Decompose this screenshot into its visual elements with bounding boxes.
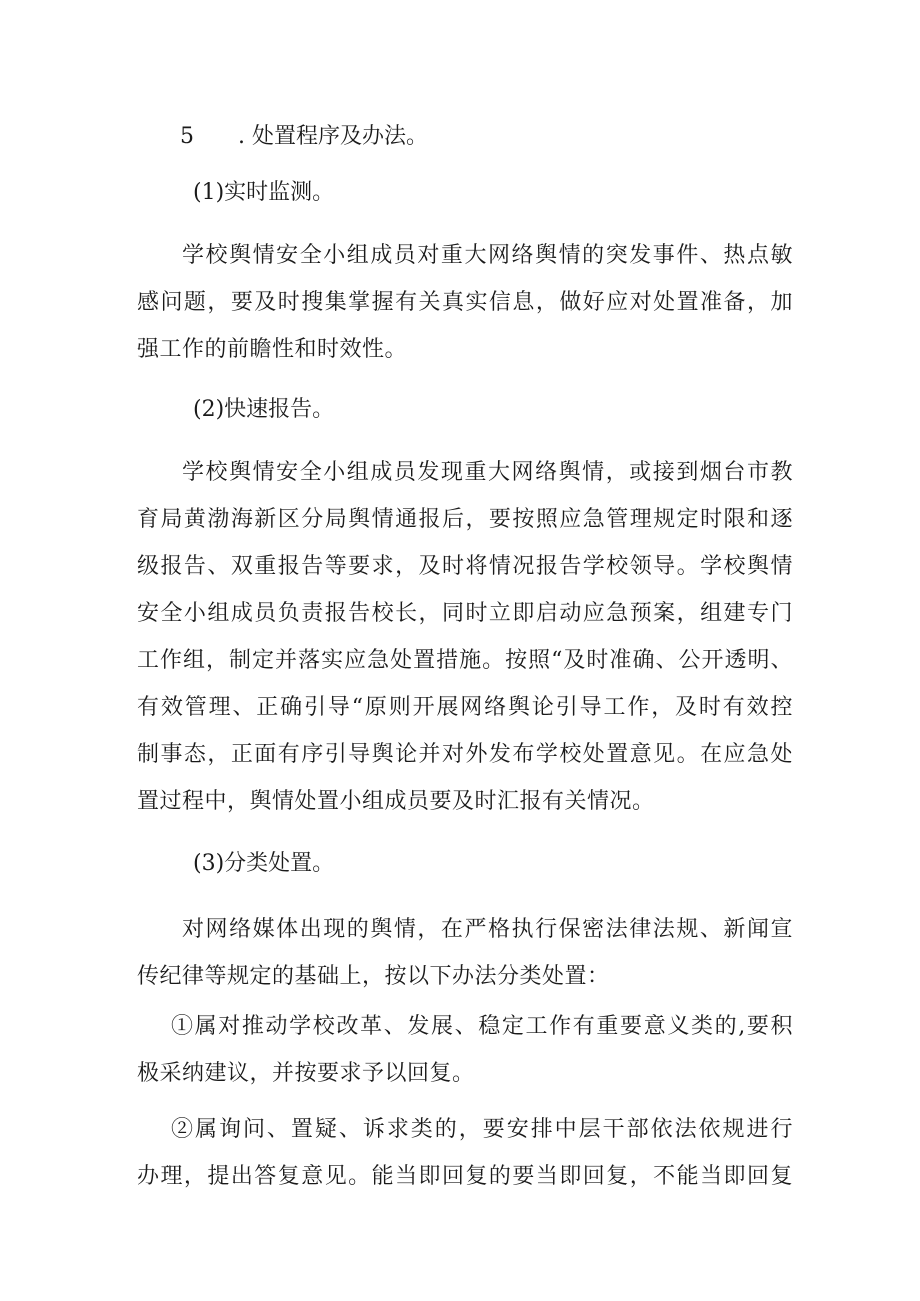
- paragraph-line: 学校舆情安全小组成员发现重大网络舆情，或接到烟台市教: [182, 460, 793, 485]
- paragraph-line: 极采纳建议，并按要求予以回复。: [137, 1061, 475, 1086]
- paragraph-line: 制事态，正面有序引导舆论并对外发布学校处置意见。在应急处: [137, 742, 793, 767]
- subheading-classified-handling: (3)分类处置。: [193, 851, 335, 876]
- paragraph-line: ②属询问、置疑、诉求类的，要安排中层干部依法依规进行: [171, 1117, 793, 1142]
- paragraph-line: 强工作的前瞻性和时效性。: [137, 337, 408, 362]
- paragraph-line: 安全小组成员负责报告校长，同时立即启动应急预案，组建专门: [137, 601, 793, 626]
- list-item-inquiry: [137, 1106, 793, 1200]
- section-number: 5: [180, 124, 194, 149]
- paragraph-classification: [137, 906, 793, 1000]
- subheading-quick-report: (2)快速报告。: [193, 397, 335, 422]
- subheading-realtime-monitoring: (1)实时监测。: [193, 180, 335, 205]
- paragraph-line: 对网络媒体出现的舆情，在严格执行保密法律法规、新闻宣: [182, 917, 793, 942]
- paragraph-line: 工作组，制定并落实应急处置措施。按照“及时准确、公开透明、: [137, 648, 793, 673]
- paragraph-line: ①属对推动学校改革、发展、稳定工作有重要意义类的,要积: [171, 1014, 793, 1039]
- paragraph-line: 级报告、双重报告等要求，及时将情况报告学校领导。学校舆情: [137, 554, 793, 579]
- paragraph-report: [137, 449, 793, 825]
- paragraph-monitoring: [137, 232, 793, 373]
- paragraph-line: 有效管理、正确引导“原则开展网络舆论引导工作，及时有效控: [137, 695, 793, 720]
- paragraph-line: 学校舆情安全小组成员对重大网络舆情的突发事件、热点敏: [182, 243, 793, 268]
- paragraph-line: 办理，提出答复意见。能当即回复的要当即回复，不能当即回复: [137, 1164, 793, 1189]
- list-item-reform: [137, 1003, 793, 1097]
- paragraph-line: 置过程中，舆情处置小组成员要及时汇报有关情况。: [137, 789, 655, 814]
- paragraph-line: 感问题，要及时搜集掌握有关真实信息，做好应对处置准备，加: [137, 290, 793, 315]
- paragraph-line: 传纪律等规定的基础上，按以下办法分类处置：: [137, 964, 610, 989]
- paragraph-line: 育局黄渤海新区分局舆情通报后，要按照应急管理规定时限和逐: [137, 507, 793, 532]
- section-heading: [180, 117, 428, 157]
- section-title: . 处置程序及办法。: [238, 124, 428, 149]
